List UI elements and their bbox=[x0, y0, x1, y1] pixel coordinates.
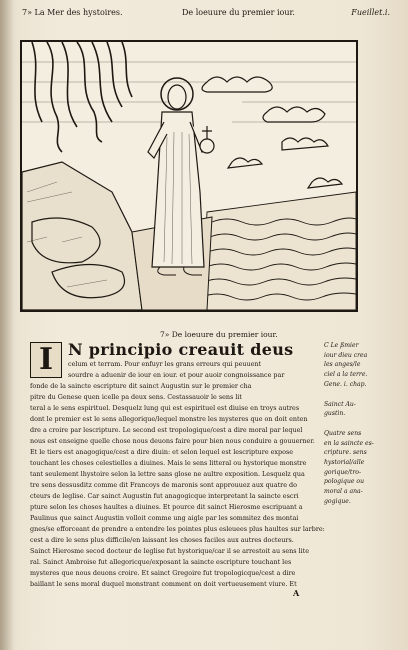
header-section-title: De loeuure du premier iour. bbox=[182, 8, 295, 17]
section-heading: 7» De loeuure du premier iour. bbox=[160, 330, 278, 339]
body-line: Paulinus que sainct Augustin volloit comme ung aigle par les sommitez des montai bbox=[30, 514, 299, 522]
marginal-note-line: Gene. i. chap. bbox=[324, 380, 367, 388]
main-text-block bbox=[30, 340, 325, 595]
marginal-gap bbox=[324, 419, 402, 429]
body-line: tant seulement lhystoire selon la lettre sans glose ne aultre exposition. Lesquelz qua bbox=[30, 470, 305, 478]
body-line: gnes/se efforceant de prendre a entendre les pointes plus esleuees plus haultes sur larbre: bbox=[30, 525, 325, 533]
marginal-note-line: cripture. sens bbox=[324, 449, 367, 457]
spine-shadow bbox=[0, 0, 14, 650]
marginal-note-line: hystorial/alle bbox=[324, 459, 365, 467]
marginal-note-line: Sainct Au- bbox=[324, 400, 356, 408]
signature-mark: A bbox=[293, 588, 300, 598]
running-header bbox=[22, 6, 398, 20]
body-line: celum et terram. Pour enfuyr les grans erreurs qui peuuent bbox=[68, 360, 262, 368]
body-line: pture selon les choses haultes a diuines. Et pource dit sainct Hierosme escripuant a bbox=[30, 503, 303, 511]
body-line: dre a croire par lescripture. Le second est tropologique/cest a dire moral par lequel bbox=[30, 426, 303, 434]
marginal-note-line: gorique/tro- bbox=[324, 468, 362, 476]
marginal-note-line: moral a ana- bbox=[324, 488, 363, 496]
body-line: pitre du Genese quen icelle pa deux sens. Cestassauoir le sens lit bbox=[30, 393, 242, 401]
creation-woodcut-icon bbox=[20, 40, 358, 312]
body-line: ral. Sainct Ambroise fut allegoricque/exposant la saincte escripture touchant les bbox=[30, 558, 292, 566]
body-line: nous est enseigne quelle chose nous deuons faire pour bien nous conduire a gouuerner. bbox=[30, 437, 315, 445]
marginal-note-line: gustin. bbox=[324, 410, 346, 418]
body-line: mysteres que nous deuons croire. Et sainct Gregoire fut tropologicque/cest a dire bbox=[30, 569, 296, 577]
body-line: tre sens dessusditz comme dit Francoys de maronis sont approuuez aux quatre do bbox=[30, 481, 297, 489]
marginal-note-line: gogique. bbox=[324, 497, 351, 505]
body-line: teral a le sens espirituel. Desquelz lung qui est espirituel est diuise en troys autres bbox=[30, 404, 300, 412]
woodcut-illustration bbox=[22, 42, 356, 310]
marginal-note-line: ciel a la terre. bbox=[324, 371, 368, 379]
header-folio: Fueillet.i. bbox=[351, 8, 390, 17]
body-line: Sainct Hierosme secod docteur de leglise fut hystorique/car il se arrestoit au sens lite bbox=[30, 547, 310, 555]
body-line: sourdre a aduenir de iour en iour. et pour auoir congnoissance par bbox=[68, 371, 285, 379]
body-line: cest a dire le sens plus difficile/en laissant les choses faciles aux autres docteurs. bbox=[30, 536, 294, 544]
body-line: cteurs de leglise. Car sainct Augustin fut anagogicque interpretant la saincte escri bbox=[30, 492, 299, 500]
body-line: dont le premier est le sens allegorique/lequel monstre les mysteres que on doit enten bbox=[30, 415, 308, 423]
marginal-note-line: pologique ou bbox=[324, 478, 364, 486]
body-line: Et le tiers est anagogique/cest a dire diuin: et selon lequel est lescripture expose bbox=[30, 448, 294, 456]
marginal-note-line: les anges/le bbox=[324, 361, 361, 369]
marginal-gap bbox=[324, 390, 402, 400]
marginal-note-line: en la saincte es- bbox=[324, 439, 374, 447]
marginal-note-line: iour dieu crea bbox=[324, 351, 368, 359]
body-line: fonde de la saincte escripture dit sainct Augustin sur le premier cha bbox=[30, 382, 252, 390]
body-line: baillant le sens moral duquel monstrant comment on doit vertueusement viure. Et bbox=[30, 580, 297, 588]
marginal-note-line: C Le ßmier bbox=[324, 342, 359, 349]
body-line: touchant les choses celestielles a diuines. Mais le sens litteral ou hystorique monstre bbox=[30, 459, 307, 467]
marginal-note-line: Quatre sens bbox=[324, 429, 362, 437]
header-book-title: 7» La Mer des hystoires. bbox=[22, 8, 123, 17]
marginal-notes bbox=[324, 341, 402, 507]
incipit-heading: N principio creauit deus bbox=[68, 340, 294, 359]
dropcap-initial: I bbox=[30, 342, 62, 378]
